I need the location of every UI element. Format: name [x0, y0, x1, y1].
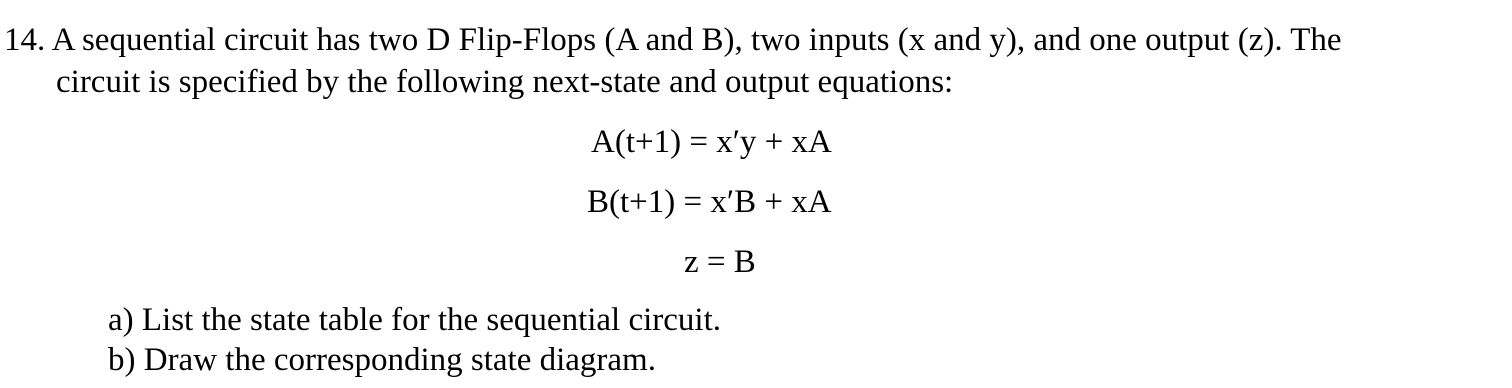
equation-a-next-state: A(t+1) = x′y + xA — [591, 124, 832, 160]
equation-output-z: z = B — [684, 244, 756, 280]
equation-b-next-state: B(t+1) = x′B + xA — [587, 184, 832, 220]
problem-statement-text-1: A sequential circuit has two D Flip-Flops (A and B), two inputs (x and y), and one output (z). The — [51, 22, 1342, 58]
problem-statement-line-2: circuit is specified by the following next-state and output equations: — [56, 64, 954, 100]
part-b: b) Draw the corresponding state diagram. — [108, 342, 656, 378]
problem-number: 14. — [4, 22, 46, 58]
problem-statement-line-1 — [4, 20, 1342, 60]
part-a: a) List the state table for the sequential circuit. — [108, 302, 722, 338]
